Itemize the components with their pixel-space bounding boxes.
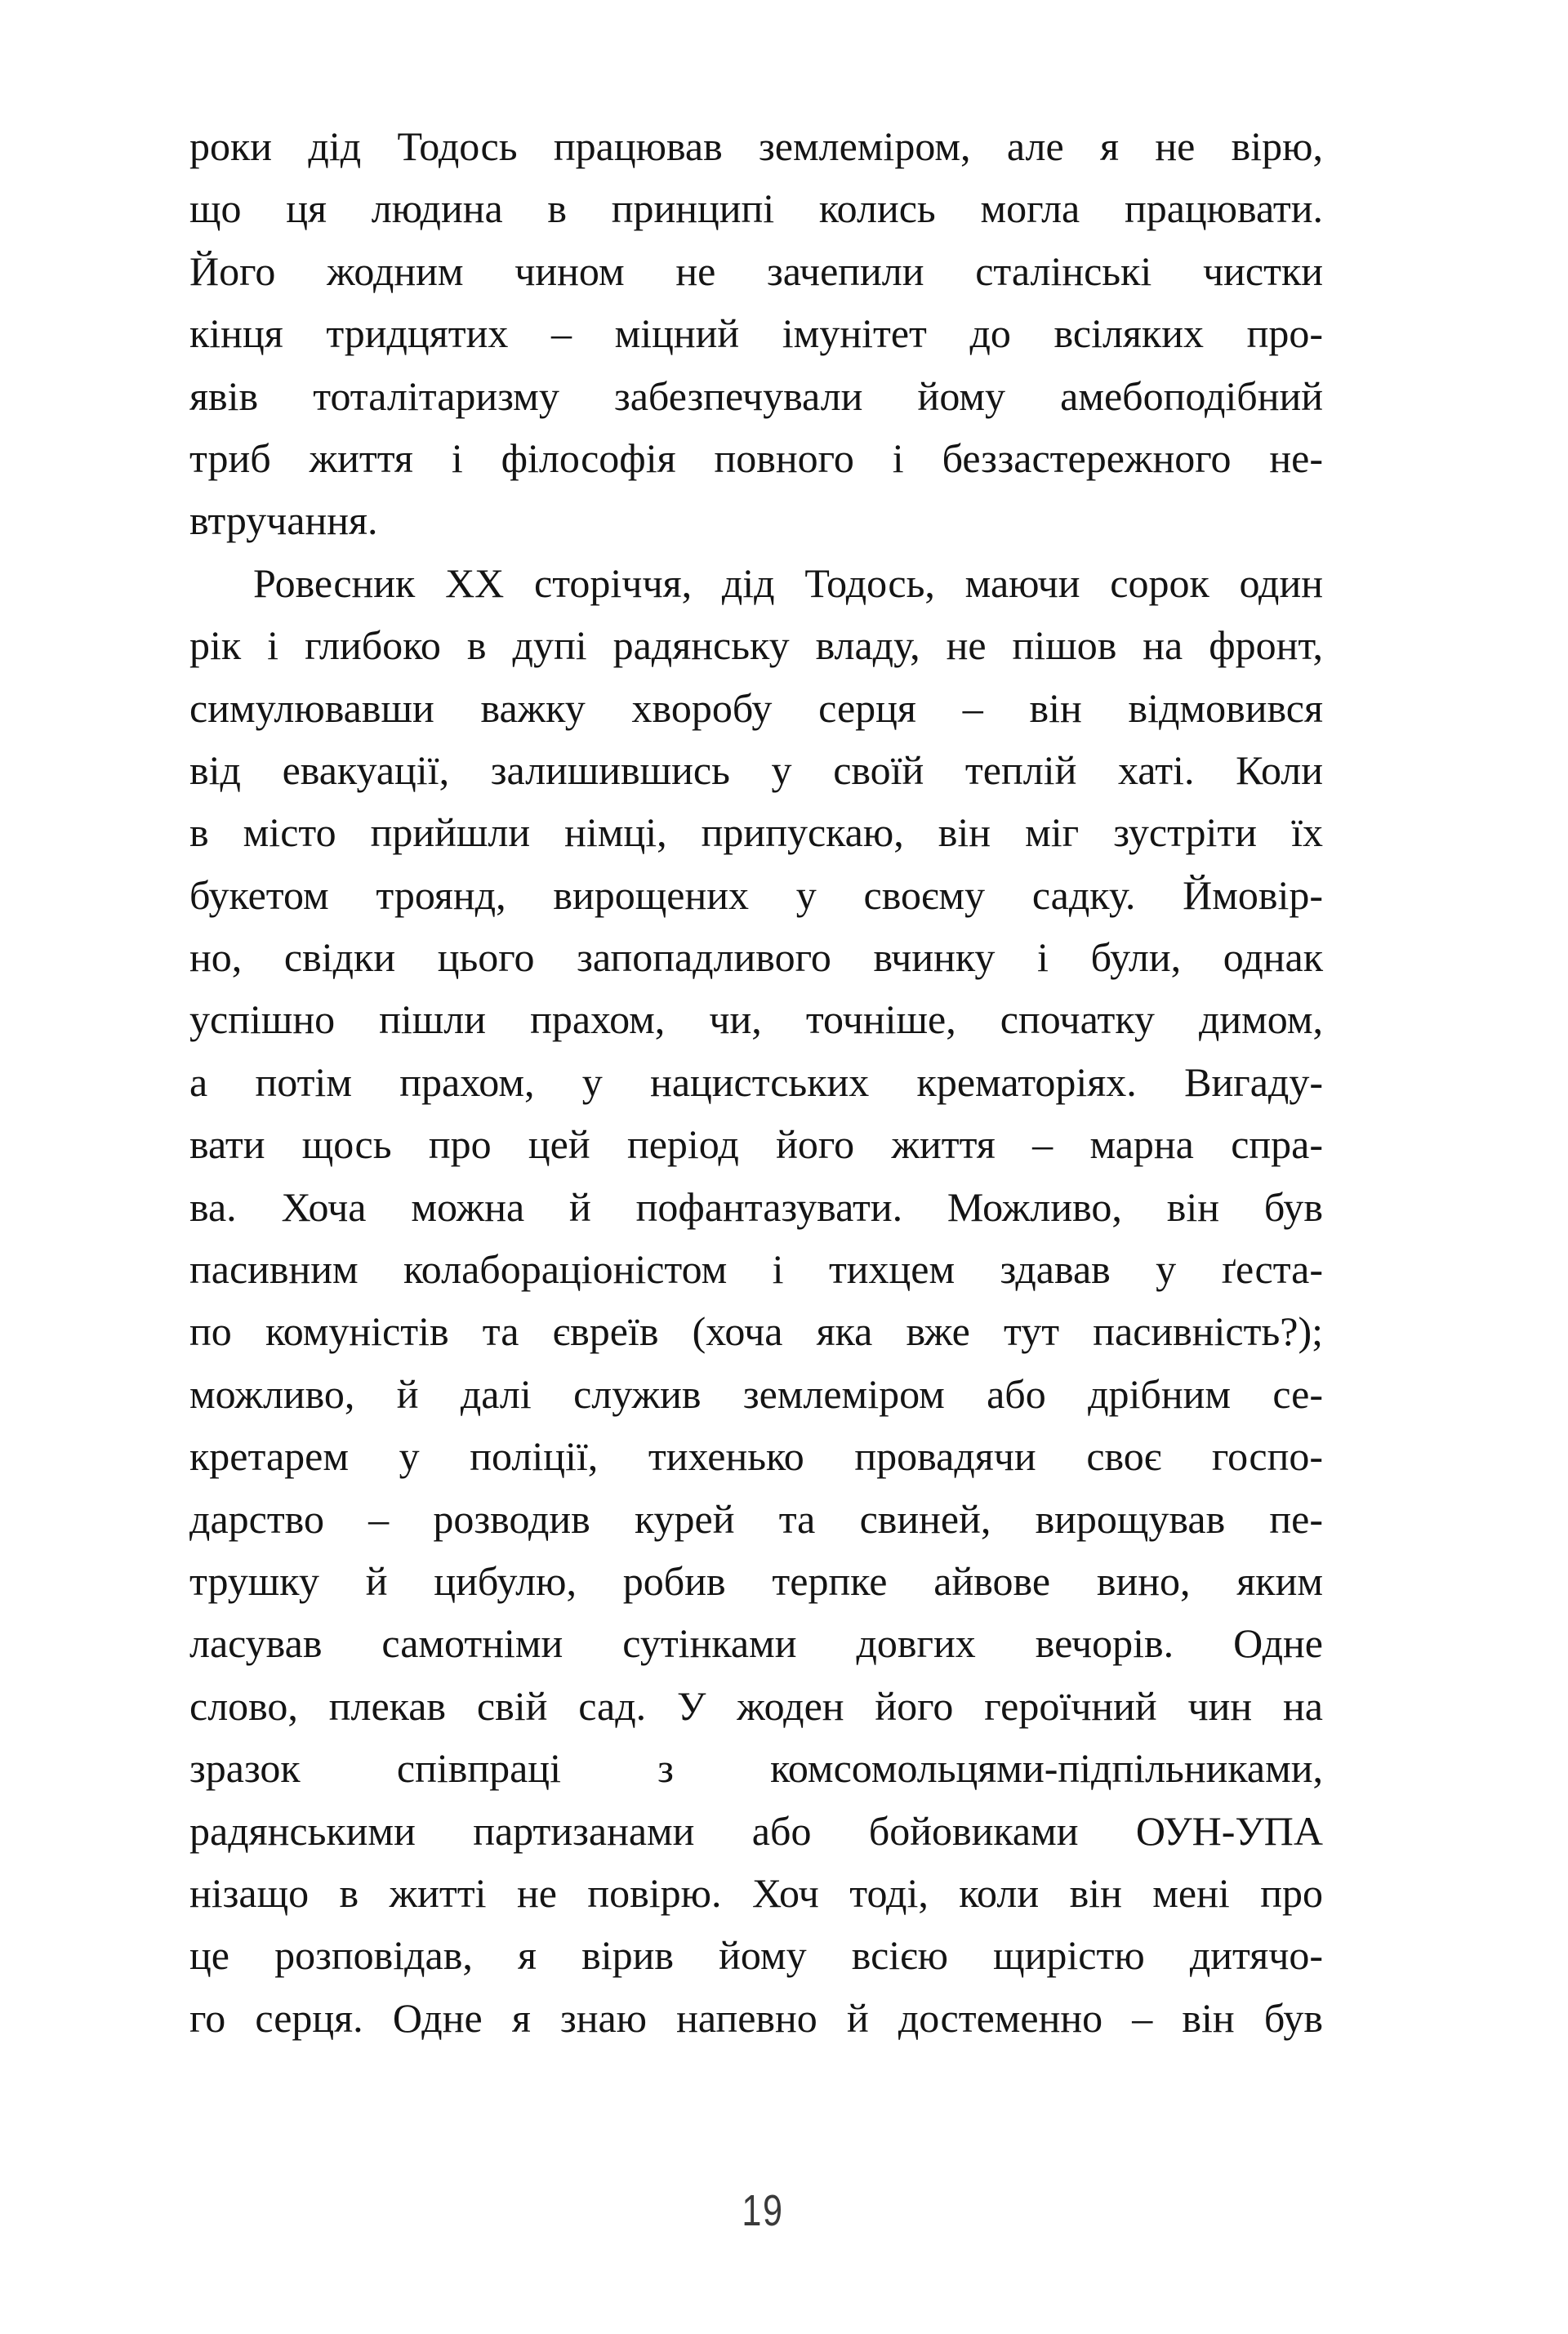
- text-line: ва. Хоча можна й пофантазувати. Можливо, він був: [189, 1183, 1323, 1230]
- body-text: [189, 115, 1323, 2049]
- text-line: кретарем у поліції, тихенько провадячи своє госпо-: [189, 1433, 1323, 1480]
- text-line: нізащо в житті не повірю. Хоч тоді, коли він мені про: [189, 1869, 1323, 1916]
- text-line: в місто прийшли німці, припускаю, він міг зустріти їх: [189, 809, 1323, 856]
- text-line: це розповідав, я вірив йому всією щирістю дитячо-: [189, 1932, 1323, 1979]
- text-line: дарство – розводив курей та свиней, вирощував пе-: [189, 1495, 1323, 1542]
- text-line: роки дід Тодось працював землеміром, але я не вірю,: [189, 123, 1323, 169]
- text-line: радянськими партизанами або бойовиками ОУН-УПА: [189, 1807, 1323, 1854]
- text-line: явів тоталітаризму забезпечували йому амебоподібний: [189, 372, 1323, 419]
- text-line: го серця. Одне я знаю напевно й достеменно – він був: [189, 1994, 1323, 2041]
- text-line: по комуністів та євреїв (хоча яка вже тут пасивність?);: [189, 1308, 1323, 1355]
- text-line: букетом троянд, вирощених у своєму садку. Ймовір-: [189, 871, 1323, 918]
- page-number: 19: [742, 2186, 784, 2235]
- paragraph-2: [189, 552, 1323, 2049]
- text-line: втручання.: [189, 497, 378, 544]
- text-line: вати щось про цей період його життя – марна спра-: [189, 1121, 1323, 1168]
- text-line: можливо, й далі служив землеміром або дрібним се-: [189, 1370, 1323, 1417]
- text-line: ласував самотніми сутінками довгих вечорів. Одне: [189, 1620, 1323, 1667]
- text-line: симулювавши важку хворобу серця – він відмовився: [189, 684, 1323, 731]
- text-line: триб життя і філософія повного і беззастережного не-: [189, 434, 1323, 481]
- text-line: Ровесник XX сторіччя, дід Тодось, маючи сорок один: [253, 559, 1323, 606]
- paragraph-1: [189, 115, 1323, 552]
- text-line: Його жодним чином не зачепили сталінські чистки: [189, 247, 1323, 294]
- text-line: а потім прахом, у нацистських крематоріях. Вигаду-: [189, 1058, 1323, 1105]
- text-line: успішно пішли прахом, чи, точніше, спочатку димом,: [189, 996, 1323, 1043]
- text-line: кінця тридцятих – міцний імунітет до всіляких про-: [189, 310, 1323, 357]
- text-line: пасивним колабораціоністом і тихцем здавав у ґеста-: [189, 1246, 1323, 1293]
- text-line: зразок співпраці з комсомольцями-підпільниками,: [189, 1745, 1323, 1792]
- text-line: слово, плекав свій сад. У жоден його героїчний чин на: [189, 1682, 1323, 1729]
- text-line: трушку й цибулю, робив терпке айвове вино, яким: [189, 1557, 1323, 1604]
- text-line: від евакуації, залишившись у своїй теплій хаті. Коли: [189, 746, 1323, 793]
- text-line: но, свідки цього запопадливого вчинку і були, однак: [189, 934, 1323, 981]
- text-line: рік і глибоко в дупі радянську владу, не пішов на фронт,: [189, 622, 1323, 669]
- text-line: що ця людина в принципі колись могла працювати.: [189, 185, 1323, 232]
